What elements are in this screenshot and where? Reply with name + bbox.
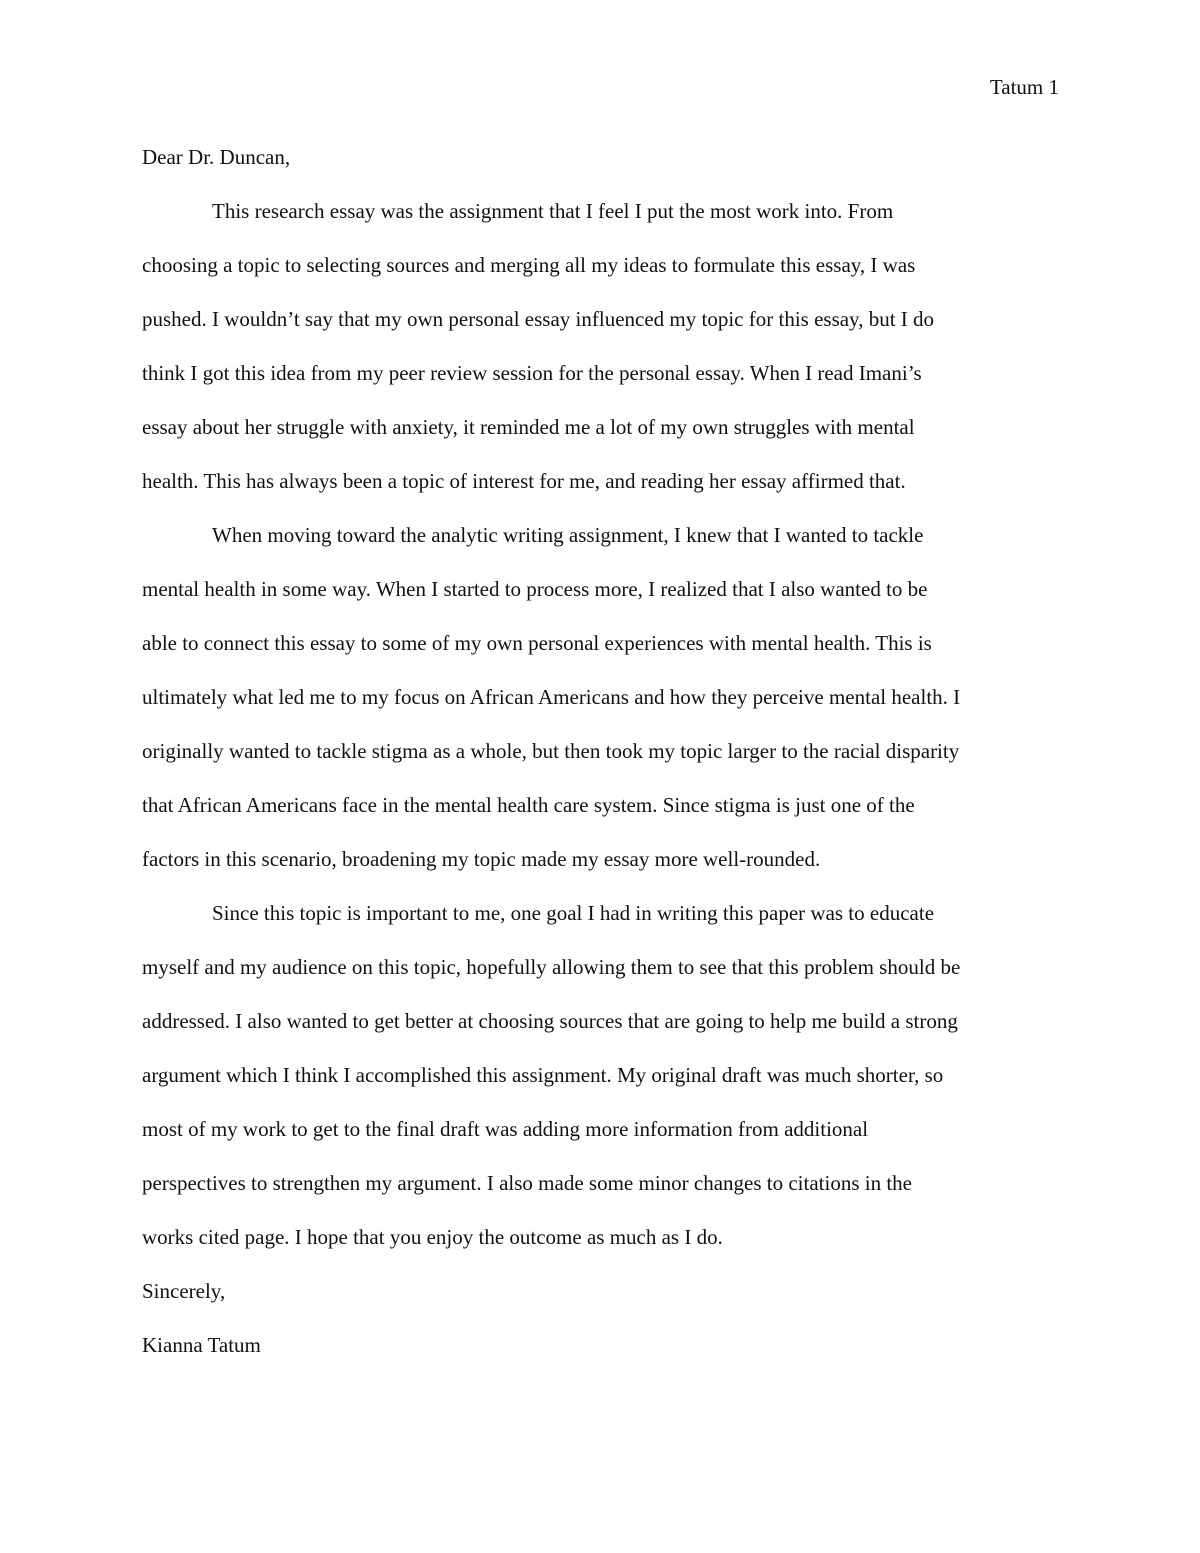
paragraph-1-line: This research essay was the assignment that I feel I put the most work into. From [212,199,894,223]
paragraph-1-line: choosing a topic to selecting sources and merging all my ideas to formulate this essay, I was [142,253,916,277]
paragraph-2-line: mental health in some way. When I started to process more, I realized that I also wanted to be [142,577,928,601]
paragraph-2-line: able to connect this essay to some of my own personal experiences with mental health. This is [142,631,932,655]
paragraph-3-line: argument which I think I accomplished this assignment. My original draft was much shorter, so [142,1063,944,1087]
paragraph-1-line: pushed. I wouldn’t say that my own personal essay influenced my topic for this essay, but I do [142,307,935,331]
paragraph-3-line: perspectives to strengthen my argument. I also made some minor changes to citations in the [142,1171,913,1195]
paragraph-3-line: works cited page. I hope that you enjoy the outcome as much as I do. [142,1225,723,1249]
paragraph-3-line: myself and my audience on this topic, hopefully allowing them to see that this problem should be [142,955,961,979]
signature: Kianna Tatum [142,1333,261,1357]
paragraph-2-line: factors in this scenario, broadening my topic made my essay more well-rounded. [142,847,821,871]
paragraph-2-line: that African Americans face in the mental health care system. Since stigma is just one of the [142,793,915,817]
paragraph-2-line: ultimately what led me to my focus on African Americans and how they perceive mental health. I [142,685,961,709]
paragraph-1-line: essay about her struggle with anxiety, it reminded me a lot of my own struggles with mental [142,415,915,439]
paragraph-3-line: most of my work to get to the final draft was adding more information from additional [142,1117,869,1141]
paragraph-3-line: Since this topic is important to me, one goal I had in writing this paper was to educate [212,901,935,925]
paragraph-2-line: originally wanted to tackle stigma as a whole, but then took my topic larger to the racial disparity [142,739,960,763]
paragraph-1-line: health. This has always been a topic of interest for me, and reading her essay affirmed that. [142,469,906,493]
salutation: Dear Dr. Duncan, [142,145,291,169]
running-header: Tatum 1 [989,75,1059,99]
paragraph-3-line: addressed. I also wanted to get better at choosing sources that are going to help me build a strong [142,1009,958,1033]
paragraph-2-line: When moving toward the analytic writing assignment, I knew that I wanted to tackle [212,523,924,547]
paragraph-1-line: think I got this idea from my peer review session for the personal essay. When I read Imani’s [142,361,922,385]
closing: Sincerely, [142,1279,226,1303]
